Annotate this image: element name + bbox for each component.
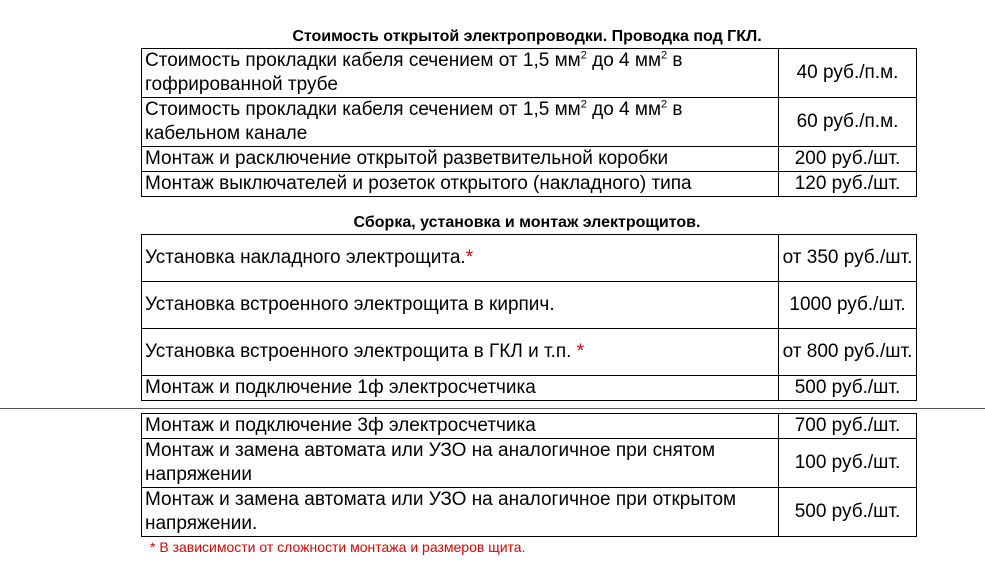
table-row <box>142 439 917 488</box>
service-description: Монтаж и расключение открытой разветвительной коробки <box>142 147 779 172</box>
footnote: * В зависимости от сложности монтажа и размеров щита. <box>150 539 526 555</box>
service-description: Установка встроенного электрощита в ГКЛ и т.п. * <box>142 329 779 376</box>
table-row <box>142 282 917 329</box>
service-price: 100 руб./шт. <box>779 439 917 488</box>
section-title-panels: Сборка, установка и монтаж электрощитов. <box>353 214 701 231</box>
service-description: Монтаж и замена автомата или УЗО на аналогичное при открытом напряжении. <box>142 488 779 537</box>
service-description: Стоимость прокладки кабеля сечением от 1,5 $мм^2$ до 4 $мм^2$ в гофрированной трубе <box>142 49 779 98</box>
service-price: 120 руб./шт. <box>779 172 917 197</box>
service-description: Установка встроенного электрощита в кирпич. <box>142 282 779 329</box>
table-row <box>142 488 917 537</box>
table-row <box>142 49 917 98</box>
table-row <box>142 147 917 172</box>
service-description: Монтаж и подключение 1ф электросчетчика <box>142 376 779 401</box>
service-description: Стоимость прокладки кабеля сечением от 1,5 $мм^2$ до 4 $мм^2$ в кабельном канале <box>142 98 779 147</box>
service-price: 60 руб./п.м. <box>779 98 917 147</box>
table-row <box>142 329 917 376</box>
page-divider <box>0 408 985 409</box>
table-row <box>142 235 917 282</box>
service-price: 500 руб./шт. <box>779 488 917 537</box>
section-title-open-wiring: Стоимость открытой электропроводки. Проводка под ГКЛ. <box>292 28 762 45</box>
service-price: 500 руб./шт. <box>779 376 917 401</box>
table-row <box>142 98 917 147</box>
service-description: Установка накладного электрощита.* <box>142 235 779 282</box>
service-price: 700 руб./шт. <box>779 414 917 439</box>
service-description: Монтаж выключателей и розеток открытого (накладного) типа <box>142 172 779 197</box>
table-row <box>142 172 917 197</box>
service-price: 200 руб./шт. <box>779 147 917 172</box>
open-wiring-price-table <box>141 48 917 197</box>
service-price: от 350 руб./шт. <box>779 235 917 282</box>
service-price: от 800 руб./шт. <box>779 329 917 376</box>
table-row <box>142 414 917 439</box>
service-description: Монтаж и подключение 3ф электросчетчика <box>142 414 779 439</box>
meter-breaker-price-table <box>141 413 917 537</box>
table-row <box>142 376 917 401</box>
footnote-asterisk: * <box>465 247 474 268</box>
service-price: 40 руб./п.м. <box>779 49 917 98</box>
service-description: Монтаж и замена автомата или УЗО на аналогичное при снятом напряжении <box>142 439 779 488</box>
footnote-asterisk: * <box>576 341 585 362</box>
panel-install-price-table <box>141 234 917 401</box>
service-price: 1000 руб./шт. <box>779 282 917 329</box>
